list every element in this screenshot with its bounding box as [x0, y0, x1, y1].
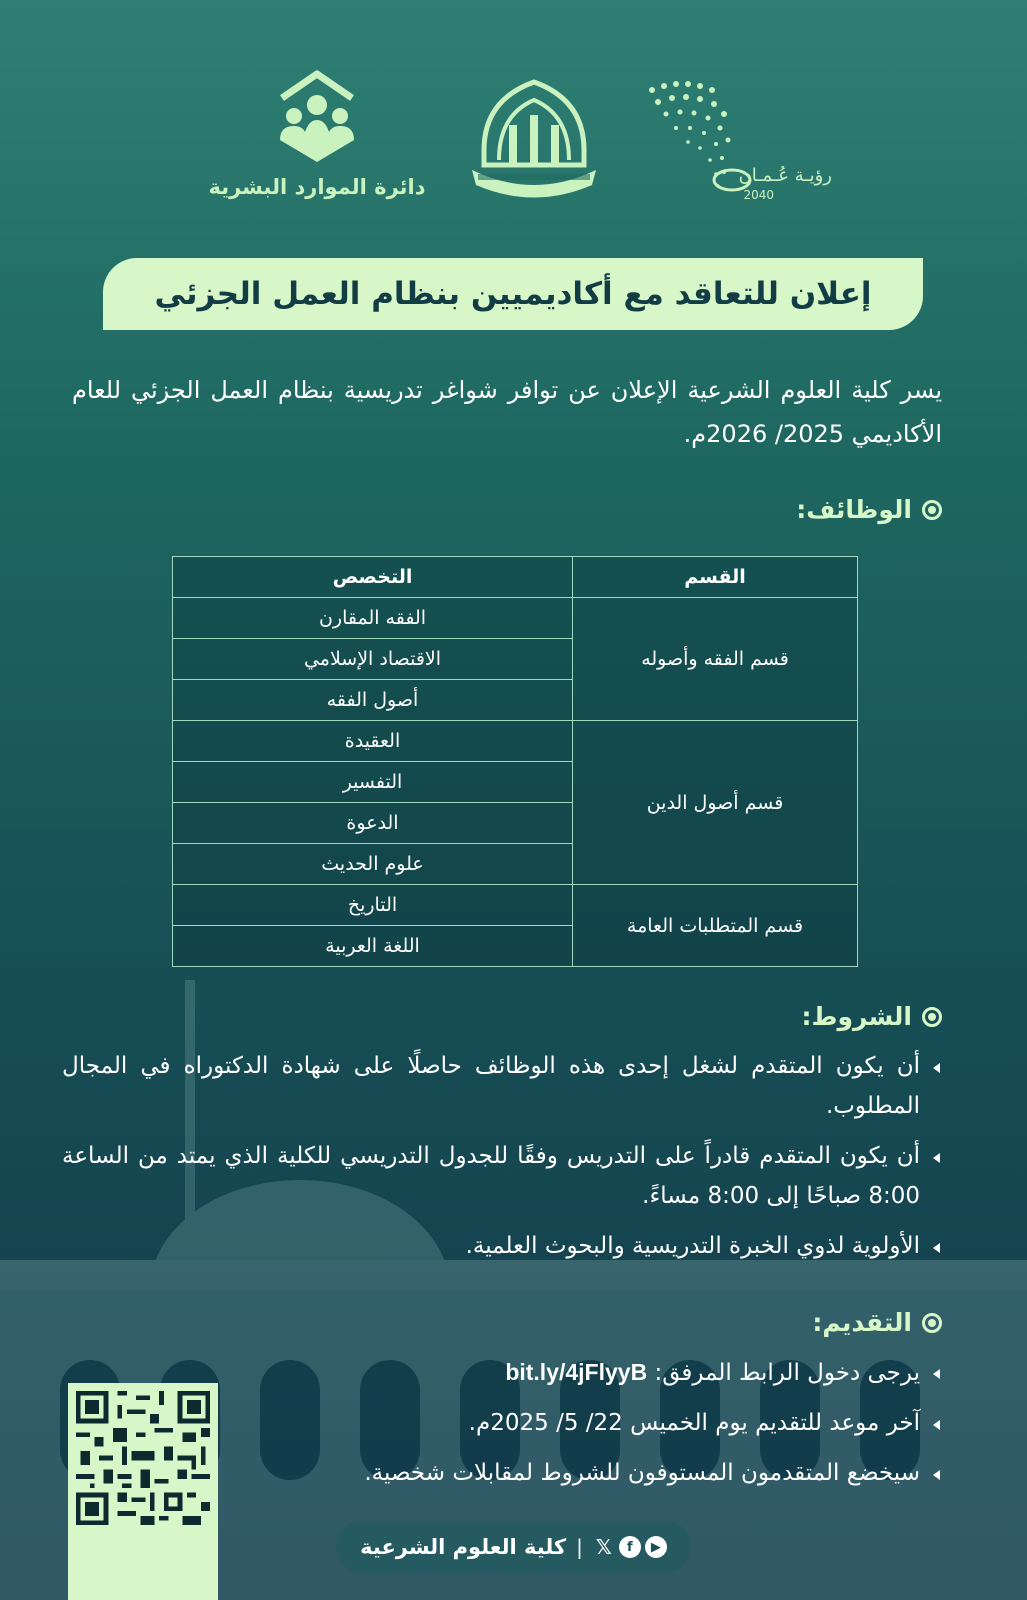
list-item: آخر موعد للتقديم يوم الخميس 22/ 5/ 2025م. [222, 1403, 942, 1443]
people-house-icon [272, 70, 362, 165]
jobs-heading [796, 495, 942, 524]
hr-department-caption: دائرة الموارد البشرية [208, 175, 426, 199]
hr-department-logo [207, 70, 427, 199]
footer-bar [336, 1521, 691, 1573]
specialization-cell: الفقه المقارن [173, 598, 573, 639]
apply-list [222, 1352, 942, 1503]
table-row [173, 721, 858, 762]
conditions-list [62, 1046, 942, 1276]
specialization-cell: علوم الحديث [173, 844, 573, 885]
conditions-heading-text: الشروط: [801, 1002, 912, 1031]
link-prefix: يرجى دخول الرابط المرفق: [647, 1360, 920, 1386]
jobs-table [172, 556, 858, 967]
table-row [173, 598, 858, 639]
qr-code[interactable] [68, 1383, 218, 1600]
social-icons [593, 1536, 667, 1558]
specialization-cell: الدعوة [173, 803, 573, 844]
department-cell: قسم أصول الدين [573, 721, 858, 885]
column-header-department: القسم [573, 557, 858, 598]
section-bullet-icon [922, 1313, 942, 1333]
page-title: إعلان للتعاقد مع أكاديميين بنظام العمل الجزئي [154, 276, 872, 312]
list-item: أن يكون المتقدم قادراً على التدريس وفقًا للجدول التدريسي للكلية الذي يمتد من الساعة 8:00 صباحًا إلى 8:00 مساءً. [62, 1136, 942, 1216]
youtube-icon[interactable]: ▶ [645, 1536, 667, 1558]
specialization-cell: أصول الفقه [173, 680, 573, 721]
qr-code-image [76, 1391, 210, 1525]
vision-year: 2040 [743, 188, 774, 202]
apply-heading-text: التقديم: [812, 1308, 912, 1337]
x-icon[interactable]: 𝕏 [595, 1535, 612, 1559]
list-item [222, 1352, 942, 1393]
specialization-cell: اللغة العربية [173, 926, 573, 967]
logos-row [0, 60, 1027, 220]
specialization-cell: الاقتصاد الإسلامي [173, 639, 573, 680]
college-emblem-icon [464, 70, 604, 210]
list-item: الأولوية لذوي الخبرة التدريسية والبحوث العلمية. [62, 1226, 942, 1266]
specialization-cell: التاريخ [173, 885, 573, 926]
college-logo [459, 70, 609, 214]
department-cell: قسم الفقه وأصوله [573, 598, 858, 721]
footer-college-name: كلية العلوم الشرعية [360, 1535, 567, 1559]
specialization-cell: التفسير [173, 762, 573, 803]
section-bullet-icon [922, 500, 942, 520]
department-cell: قسم المتطلبات العامة [573, 885, 858, 967]
table-header-row [173, 557, 858, 598]
specialization-cell: العقيدة [173, 721, 573, 762]
column-header-specialization: التخصص [173, 557, 573, 598]
intro-paragraph: يسر كلية العلوم الشرعية الإعلان عن توافر شواغر تدريسية بنظام العمل الجزئي للعام الأكاديمي 2025/ 2026م. [72, 376, 942, 448]
list-item: سيخضع المتقدمون المستوفون للشروط لمقابلات شخصية. [222, 1453, 942, 1493]
footer-separator: | [576, 1535, 583, 1559]
title-banner [103, 258, 923, 330]
jobs-heading-text: الوظائف: [796, 495, 912, 524]
application-link[interactable]: bit.ly/4jFlyyB [505, 1359, 648, 1385]
apply-heading [812, 1308, 942, 1337]
conditions-heading [802, 1002, 942, 1031]
table-row [173, 885, 858, 926]
facebook-icon[interactable]: f [619, 1536, 641, 1558]
section-bullet-icon [922, 1007, 942, 1027]
vision-text: رؤيـة عُـمـان [738, 165, 832, 186]
list-item: أن يكون المتقدم لشغل إحدى هذه الوظائف حاصلًا على شهادة الدكتوراه في المجال المطلوب. [62, 1046, 942, 1126]
